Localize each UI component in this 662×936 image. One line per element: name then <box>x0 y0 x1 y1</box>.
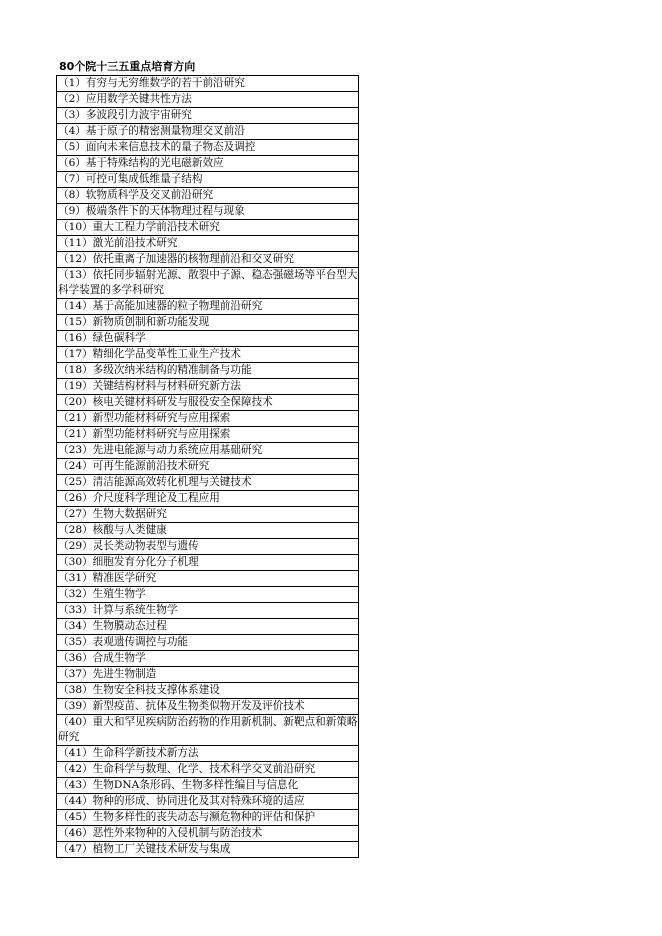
table-row <box>57 555 359 571</box>
table-row <box>57 475 359 491</box>
table-row <box>57 379 359 395</box>
sheet-title: 80个院十三五重点培育方向 <box>59 60 196 73</box>
table-row <box>57 459 359 475</box>
table-row <box>57 507 359 523</box>
table-row <box>57 140 359 156</box>
table-row <box>57 299 359 315</box>
direction-cell[interactable]: （37）先进生物制造 <box>57 667 359 683</box>
direction-cell[interactable]: （43）生物DNA条形码、生物多样性编目与信息化 <box>57 778 359 794</box>
table-row <box>57 651 359 667</box>
direction-cell[interactable]: （10）重大工程力学前沿技术研究 <box>57 220 359 236</box>
direction-cell[interactable]: （20）核电关键材料研发与服役安全保障技术 <box>57 395 359 411</box>
direction-cell[interactable]: （3）多波段引力波宇宙研究 <box>57 108 359 124</box>
direction-cell[interactable]: （42）生命科学与数理、化学、技术科学交叉前沿研究 <box>57 762 359 778</box>
direction-cell[interactable]: （38）生物安全科技支撑体系建设 <box>57 683 359 699</box>
table-row <box>57 539 359 555</box>
table-row <box>57 236 359 252</box>
direction-cell[interactable]: （19）关键结构材料与材料研究新方法 <box>57 379 359 395</box>
table-row <box>57 667 359 683</box>
direction-cell[interactable]: （39）新型疫苗、抗体及生物类似物开发及评价技术 <box>57 699 359 715</box>
direction-cell[interactable]: （40）重大和罕见疾病防治药物的作用新机制、新靶点和新策略研究 <box>57 715 359 746</box>
table-row <box>57 331 359 347</box>
table-row <box>57 427 359 443</box>
table-row <box>57 347 359 363</box>
table-row <box>57 810 359 826</box>
direction-table-body <box>57 76 359 858</box>
table-row <box>57 108 359 124</box>
direction-cell[interactable]: （45）生物多样性的丧失动态与濒危物种的评估和保护 <box>57 810 359 826</box>
direction-cell[interactable]: （12）依托重离子加速器的核物理前沿和交叉研究 <box>57 252 359 268</box>
direction-cell[interactable]: （34）生物膜动态过程 <box>57 619 359 635</box>
table-row <box>57 204 359 220</box>
table-row <box>57 778 359 794</box>
table-row <box>57 715 359 746</box>
direction-cell[interactable]: （24）可再生能源前沿技术研究 <box>57 459 359 475</box>
table-row <box>57 683 359 699</box>
direction-cell[interactable]: （46）恶性外来物种的入侵机制与防治技术 <box>57 826 359 842</box>
table-row <box>57 188 359 204</box>
direction-cell[interactable]: （17）精细化学品变革性工业生产技术 <box>57 347 359 363</box>
direction-cell[interactable]: （27）生物大数据研究 <box>57 507 359 523</box>
table-row <box>57 619 359 635</box>
table-row <box>57 363 359 379</box>
direction-cell[interactable]: （30）细胞发育分化分子机理 <box>57 555 359 571</box>
table-row <box>57 826 359 842</box>
table-row <box>57 603 359 619</box>
table-row <box>57 411 359 427</box>
table-row <box>57 842 359 858</box>
direction-cell[interactable]: （23）先进电能源与动力系统应用基础研究 <box>57 443 359 459</box>
direction-cell[interactable]: （8）软物质科学及交叉前沿研究 <box>57 188 359 204</box>
table-row <box>57 268 359 299</box>
direction-cell[interactable]: （29）灵长类动物表型与遗传 <box>57 539 359 555</box>
table-row <box>57 92 359 108</box>
table-row <box>57 587 359 603</box>
table-row <box>57 523 359 539</box>
direction-cell[interactable]: （35）表观遗传调控与功能 <box>57 635 359 651</box>
direction-cell[interactable]: （5）面向未来信息技术的量子物态及调控 <box>57 140 359 156</box>
table-row <box>57 699 359 715</box>
direction-cell[interactable]: （26）介尺度科学理论及工程应用 <box>57 491 359 507</box>
direction-cell[interactable]: （13）依托同步辐射光源、散裂中子源、稳态强磁场等平台型大科学装置的多学科研究 <box>57 268 359 299</box>
direction-cell[interactable]: （25）清洁能源高效转化机理与关键技术 <box>57 475 359 491</box>
direction-cell[interactable]: （16）绿色碳科学 <box>57 331 359 347</box>
table-row <box>57 571 359 587</box>
direction-cell[interactable]: （7）可控可集成低维量子结构 <box>57 172 359 188</box>
direction-cell[interactable]: （44）物种的形成、协同进化及其对特殊环境的适应 <box>57 794 359 810</box>
table-row <box>57 172 359 188</box>
direction-cell[interactable]: （6）基于特殊结构的光电磁新效应 <box>57 156 359 172</box>
direction-cell[interactable]: （41）生命科学新技术新方法 <box>57 746 359 762</box>
table-row <box>57 315 359 331</box>
table-row <box>57 443 359 459</box>
direction-cell[interactable]: （1）有穷与无穷维数学的若干前沿研究 <box>57 76 359 92</box>
table-row <box>57 124 359 140</box>
direction-cell[interactable]: （32）生殖生物学 <box>57 587 359 603</box>
table-row <box>57 635 359 651</box>
direction-cell[interactable]: （4）基于原子的精密测量物理交叉前沿 <box>57 124 359 140</box>
direction-cell[interactable]: （9）极端条件下的天体物理过程与现象 <box>57 204 359 220</box>
direction-cell[interactable]: （11）激光前沿技术研究 <box>57 236 359 252</box>
table-row <box>57 762 359 778</box>
table-row <box>57 794 359 810</box>
direction-cell[interactable]: （21）新型功能材料研究与应用探索 <box>57 427 359 443</box>
direction-cell[interactable]: （15）新物质创制和新功能发现 <box>57 315 359 331</box>
table-row <box>57 76 359 92</box>
direction-cell[interactable]: （21）新型功能材料研究与应用探索 <box>57 411 359 427</box>
direction-cell[interactable]: （31）精准医学研究 <box>57 571 359 587</box>
table-row <box>57 491 359 507</box>
table-row <box>57 156 359 172</box>
direction-cell[interactable]: （2）应用数学关键共性方法 <box>57 92 359 108</box>
direction-cell[interactable]: （47）植物工厂关键技术研发与集成 <box>57 842 359 858</box>
table-row <box>57 220 359 236</box>
direction-cell[interactable]: （36）合成生物学 <box>57 651 359 667</box>
table-row <box>57 252 359 268</box>
direction-cell[interactable]: （33）计算与系统生物学 <box>57 603 359 619</box>
direction-cell[interactable]: （28）核酸与人类健康 <box>57 523 359 539</box>
table-row <box>57 395 359 411</box>
direction-table <box>56 75 359 858</box>
table-row <box>57 746 359 762</box>
direction-cell[interactable]: （14）基于高能加速器的粒子物理前沿研究 <box>57 299 359 315</box>
direction-cell[interactable]: （18）多级次纳米结构的精准制备与功能 <box>57 363 359 379</box>
